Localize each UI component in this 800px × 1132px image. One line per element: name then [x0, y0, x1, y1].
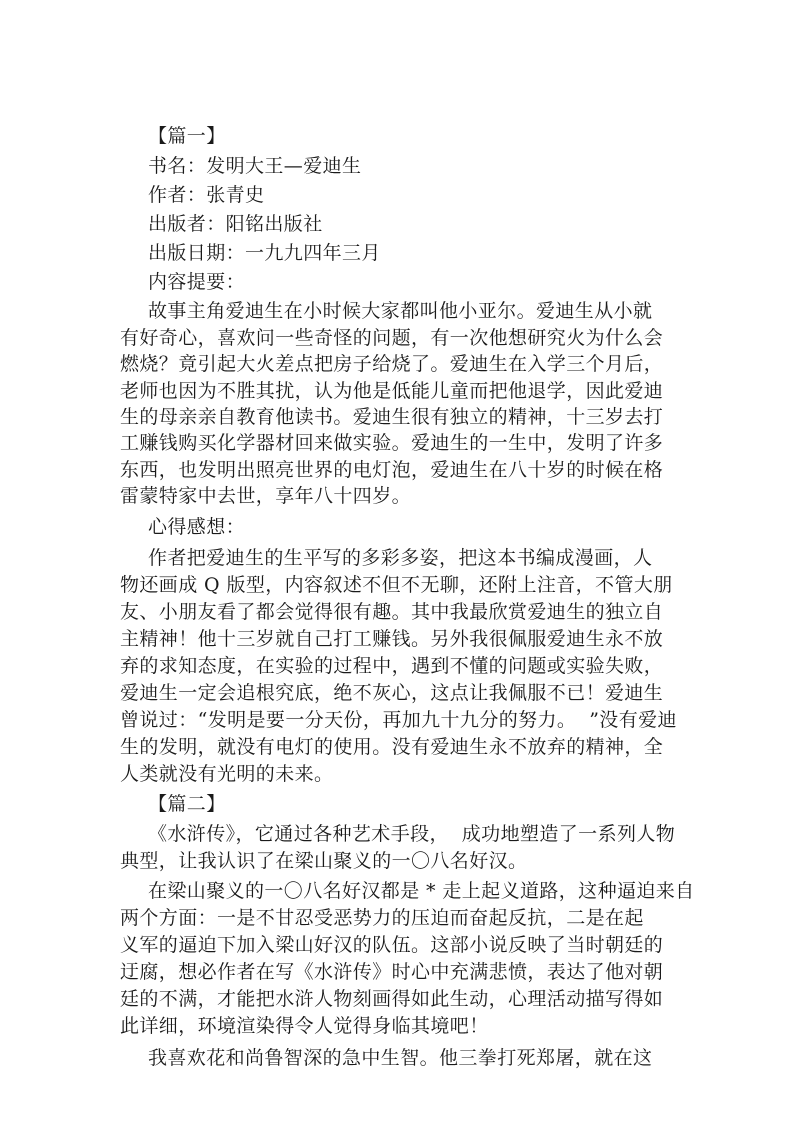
paragraph-line: 迂腐，想必作者在写《水浒传》时心中充满悲愤，表达了他对朝: [120, 961, 664, 983]
summary-line: 故事主角爱迪生在小时候大家都叫他小亚尔。爱迪生从小就: [148, 300, 653, 322]
summary-label: 内容提要：: [148, 271, 246, 293]
author: 作者：张青史: [148, 184, 265, 206]
thoughts-line: 人类就没有光明的未来。: [120, 763, 334, 785]
paragraph-line: 此详细，环境渲染得令人觉得身临其境吧！: [120, 1015, 489, 1037]
summary-line: 老师也因为不胜其扰，认为他是低能儿童而把他退学，因此爱迪: [120, 380, 664, 402]
paragraph-line: 两个方面：一是不甘忍受恶势力的压迫而奋起反抗，二是在起: [120, 907, 644, 929]
thoughts-line: 主精神！他十三岁就自己打工赚钱。另外我很佩服爱迪生永不放: [120, 628, 664, 650]
paragraph-line: 义军的逼迫下加入梁山好汉的队伍。这部小说反映了当时朝廷的: [120, 934, 664, 956]
thoughts-line: 物还画成 Q 版型，内容叙述不但不无聊，还附上注音，不管大朋: [120, 574, 673, 596]
summary-line: 有好奇心，喜欢问一些奇怪的问题，有一次他想研究火为什么会: [120, 327, 664, 349]
section-header-2: 【篇二】: [148, 793, 226, 815]
paragraph-line: 典型，让我认识了在梁山聚义的一〇八名好汉。: [120, 850, 528, 872]
book-name: 书名：发明大王—爱迪生: [148, 155, 362, 177]
publish-date: 出版日期：一九九四年三月: [148, 242, 381, 264]
publisher: 出版者：阳铭出版社: [148, 213, 323, 235]
paragraph-line: 在梁山聚义的一〇八名好汉都是 * 走上起义道路，这种逼迫来自: [148, 880, 695, 902]
section-header-1: 【篇一】: [148, 125, 226, 147]
thoughts-line: 作者把爱迪生的生平写的多彩多姿，把这本书编成漫画，人: [148, 547, 653, 569]
thoughts-line: 爱迪生一定会追根究底，绝不灰心，这点让我佩服不已！爱迪生: [120, 682, 664, 704]
summary-line: 生的母亲亲自教育他读书。爱迪生很有独立的精神，十三岁去打: [120, 406, 664, 428]
summary-line: 工赚钱购买化学器材回来做实验。爱迪生的一生中，发明了许多: [120, 432, 664, 454]
summary-line: 雷蒙特家中去世，享年八十四岁。: [120, 485, 412, 507]
paragraph-line: 廷的不满，才能把水浒人物刻画得如此生动，心理活动描写得如: [120, 988, 664, 1010]
thoughts-line: 弃的求知态度，在实验的过程中，遇到不懂的问题或实验失败，: [120, 655, 664, 677]
summary-line: 东西，也发明出照亮世界的电灯泡，爱迪生在八十岁的时候在格: [120, 459, 664, 481]
summary-line: 燃烧？竟引起大火差点把房子给烧了。爱迪生在入学三个月后，: [120, 353, 664, 375]
thoughts-line: 友、小朋友看了都会觉得很有趣。其中我最欣赏爱迪生的独立自: [120, 601, 664, 623]
thoughts-line: 生的发明，就没有电灯的使用。没有爱迪生永不放弃的精神，全: [120, 736, 664, 758]
paragraph-line: 我喜欢花和尚鲁智深的急中生智。他三拳打死郑屠，就在这: [148, 1047, 653, 1069]
thoughts-label: 心得感想：: [148, 516, 246, 538]
thoughts-line: 曾说过：“发明是要一分天份，再加九十九分的努力。 ”没有爱迪: [120, 709, 677, 731]
paragraph-line: 《水浒传》，它通过各种艺术手段， 成功地塑造了一系列人物: [148, 823, 676, 845]
